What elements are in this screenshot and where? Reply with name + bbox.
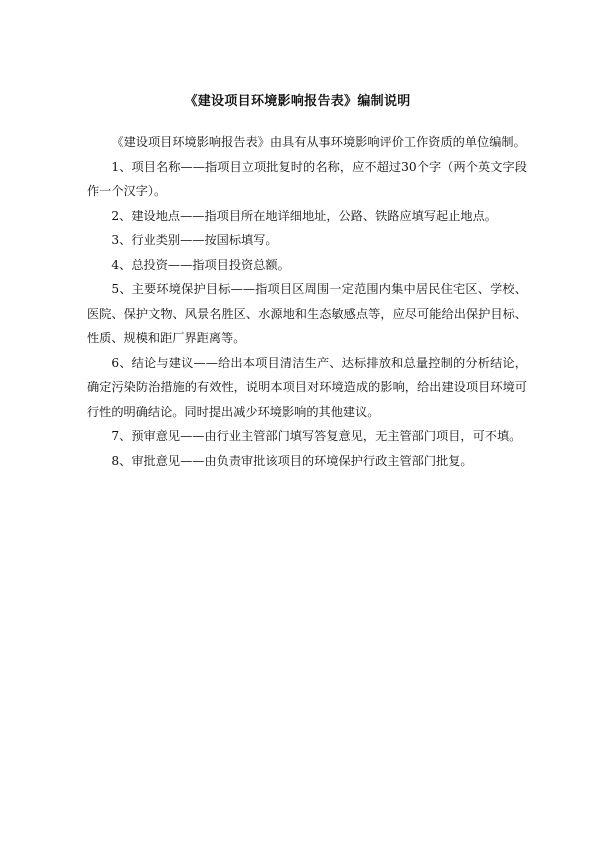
document-body [87,130,527,473]
item-project-name: 1、项目名称——指项目立项批复时的名称，应不超过30个字（两个英文字段作一个汉字）。 [87,159,527,198]
item-total-investment: 4、总投资——指项目投资总额。 [111,257,290,272]
item-protection-targets: 5、主要环境保护目标——指项目区周围一定范围内集中居民住宅区、学校、医院、保护文物、风景名胜区、水源地和生态敏感点等，应尽可能给出保护目标、性质、规模和距厂界距离等。 [87,282,527,345]
intro-paragraph: 《建设项目环境影响报告表》由具有从事环境影响评价工作资质的单位编制。 [111,135,526,149]
document-title: 《建设项目环境影响报告表》编制说明 [184,94,411,109]
item-pre-review-opinion: 7、预审意见——由行业主管部门填写答复意见，无主管部门项目，可不填。 [111,429,522,443]
item-construction-site: 2、建设地点——指项目所在地详细地址，公路、铁路应填写起止地点。 [111,208,497,223]
item-industry-category: 3、行业类别——按国标填写。 [111,233,278,247]
item-approval-opinion: 8、审批意见——由负责审批该项目的环境保护行政主管部门批复。 [111,453,473,468]
item-conclusions: 6、结论与建议——给出本项目清洁生产、达标排放和总量控制的分析结论，确定污染防治措施的有效性，说明本项目对环境造成的影响，给出建设项目环境可行性的明确结论。同时提出减少环境影响的其他建议。 [87,355,527,419]
